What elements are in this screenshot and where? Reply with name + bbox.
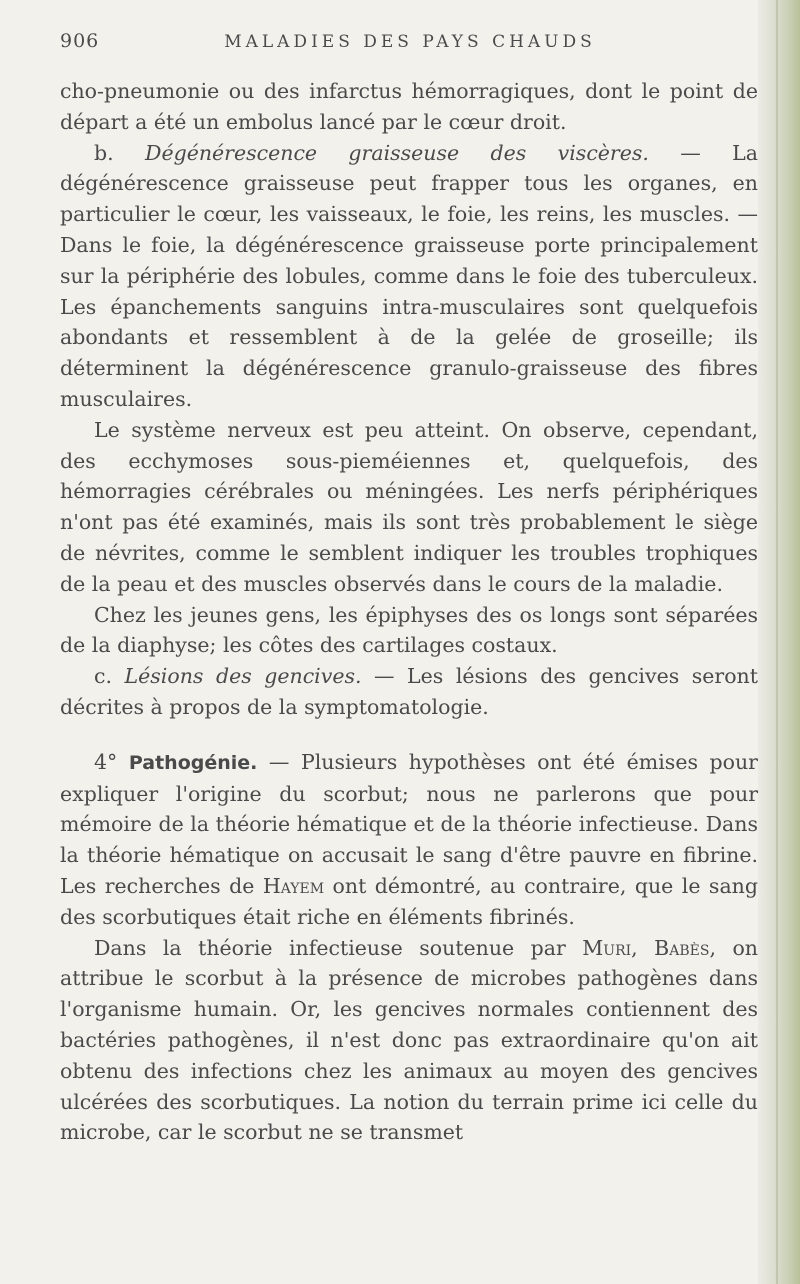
paragraph-text: — Plusieurs hypothèses ont été émises pour expliquer l'origine du scorbut; nous ne parlerons que pour mémoire de la théorie hématique et de la théorie infectieuse. Dans la théorie hématique on accusait le sang d'être pauvre en fibrine. Les recherches de (60, 749, 758, 898)
paragraph-text: — La dégénérescence graisseuse peut frapper tous les organes, en particulier le cœur, les vaisseaux, le foie, les reins, les muscles. — Dans le foie, la dégénérescence graisseuse porte principalement sur la périphérie des lobules, comme dans le foie des tuberculeux. Les épanchements sanguins intra-musculaires sont quelquefois abondants et ressemblent à de la gelée de groseille; ils déterminent la dégénérescence granulo-graisseuse des fibres musculaires. (60, 140, 758, 411)
author-name: Babès (654, 935, 710, 960)
paragraph: Le système nerveux est peu atteint. On observe, cependant, des ecchymoses sous-pieméiennes et, quelquefois, des hémorragies cérébrales ou méningées. Les nerfs périphériques n'ont pas été examinés, mais ils sont très probablement le siège de névrites, comme le semblent indiquer les troubles trophiques de la peau et des muscles observés dans le cours de la maladie. (60, 417, 758, 596)
subsection-title: Dégénérescence graisseuse des viscères. (145, 140, 649, 165)
page-header (60, 30, 760, 60)
item-label: b. (94, 140, 114, 165)
author-name: Muri (582, 935, 632, 960)
paragraph-text: Dans la théorie infectieuse soutenue par (94, 935, 583, 960)
page-number: 906 (60, 30, 100, 52)
section-heading: Pathogénie. (128, 751, 258, 774)
subsection-title: Lésions des gencives. (124, 664, 362, 689)
paragraph-text: — Les lésions des gencives seront décrites à propos de la symptomatologie. (60, 664, 758, 719)
item-label: c. (94, 664, 112, 689)
paragraph: Chez les jeunes gens, les épiphyses des os longs sont séparées de la diaphyse; les côtes des cartilages costaux. (60, 602, 758, 658)
paragraph (60, 138, 758, 415)
paragraph (60, 933, 758, 1149)
author-name: Hayem (262, 873, 325, 898)
running-title: MALADIES DES PAYS CHAUDS (224, 32, 596, 52)
paragraph (60, 747, 758, 933)
section-number: 4° (94, 749, 118, 774)
page-edge-shadow (758, 0, 800, 1284)
page-body (60, 76, 758, 1148)
paragraph: cho-pneumonie ou des infarctus hémorragiques, dont le point de départ a été un embolus lancé par le cœur droit. (60, 79, 758, 134)
paragraph-text: ont démontré, au contraire, que le sang des scorbutiques était riche en éléments fibrinés. (60, 873, 759, 929)
paragraph (60, 661, 758, 723)
separator: , (631, 935, 655, 960)
paragraph-text: , on attribue le scorbut à la présence de microbes pathogènes dans l'organisme humain. Or, les gencives normales contiennent des bactéries pathogènes, il n'est donc pas extraordinaire qu'on ait obtenu des infections chez les animaux au moyen des gencives ulcérées des scorbutiques. La notion du terrain prime ici celle du microbe, car le scorbut ne se transmet (60, 935, 758, 1145)
